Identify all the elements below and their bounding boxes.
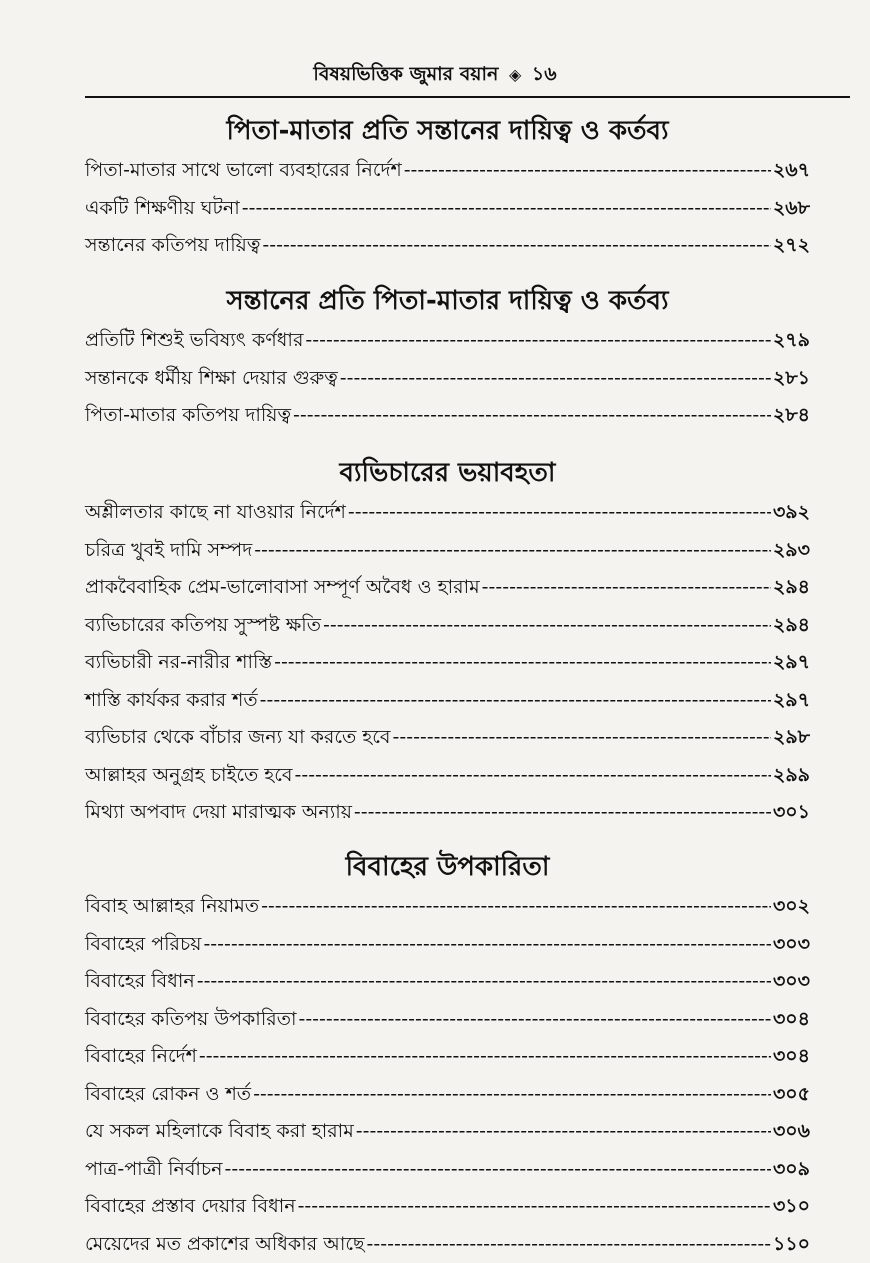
entry-page: ৩০৩ (773, 963, 810, 1001)
toc-entry (85, 1151, 810, 1189)
dot-leader (340, 360, 771, 398)
dot-leader (253, 1076, 771, 1114)
toc-entry (85, 682, 810, 720)
entry-page: ২৯৭ (773, 682, 810, 720)
dot-leader (348, 494, 771, 532)
toc-entry (85, 644, 810, 682)
entry-page: ২৮৪ (773, 397, 810, 435)
dot-leader (367, 1226, 771, 1263)
dot-leader (254, 532, 771, 570)
entry-title: ব্যভিচার থেকে বাঁচার জন্য যা করতে হবে (85, 719, 391, 757)
entry-title: বিবাহের বিধান (85, 963, 195, 1001)
toc-entry (85, 963, 810, 1001)
toc-entry (85, 494, 810, 532)
toc-section (85, 110, 810, 265)
toc-entry (85, 1226, 810, 1263)
toc-entry (85, 757, 810, 795)
toc-section (85, 280, 810, 435)
entry-title: বিবাহের পরিচয় (85, 926, 201, 964)
entry-title: পাত্র-পাত্রী নির্বাচন (85, 1151, 223, 1189)
entry-title: চরিত্র খুবই দামি সম্পদ (85, 532, 252, 570)
entry-title: অশ্লীলতার কাছে না যাওয়ার নির্দেশ (85, 494, 346, 532)
entry-page: ২৬৭ (773, 152, 810, 190)
dot-leader (260, 682, 771, 720)
entry-title: বিবাহের কতিপয় উপকারিতা (85, 1001, 296, 1039)
entry-title: সন্তানের কতিপয় দায়িত্ব (85, 227, 260, 265)
dot-leader (242, 190, 771, 228)
toc-entry (85, 1001, 810, 1039)
toc-entry (85, 152, 810, 190)
header-rule (85, 96, 850, 98)
entry-title: প্রাকবৈবাহিক প্রেম-ভালোবাসা সম্পূর্ণ অবৈধ ও হারাম (85, 569, 480, 607)
entry-title: ব্যভিচারের কতিপয় সুস্পষ্ট ক্ষতি (85, 607, 321, 645)
section-title: বিবাহের উপকারিতা (85, 846, 810, 888)
entry-title: শাস্তি কার্যকর করার শর্ত (85, 682, 258, 720)
toc-entry (85, 1113, 810, 1151)
entry-page: ২৯৩ (773, 532, 810, 570)
toc-entry (85, 888, 810, 926)
dot-leader (305, 322, 771, 360)
toc-entry (85, 926, 810, 964)
toc-entry (85, 1038, 810, 1076)
entry-title: সন্তানকে ধর্মীয় শিক্ষা দেয়ার গুরুত্ব (85, 360, 338, 398)
toc-entry (85, 1188, 810, 1226)
dot-leader (262, 227, 771, 265)
entry-page: ৩৯২ (773, 494, 810, 532)
entry-page: ২৯৯ (773, 757, 810, 795)
toc-section (85, 846, 810, 1263)
toc-entry (85, 607, 810, 645)
toc-entry (85, 794, 810, 832)
dot-leader (274, 644, 771, 682)
dot-leader (356, 1113, 771, 1151)
toc-entry (85, 1076, 810, 1114)
dot-leader (293, 397, 771, 435)
entry-page: ২৮১ (773, 360, 810, 398)
toc-entry (85, 360, 810, 398)
toc-section (85, 452, 810, 832)
header-page-number: ১৬ (532, 63, 557, 85)
dot-leader (482, 569, 771, 607)
dot-leader (225, 1151, 771, 1189)
entry-title: বিবাহের প্রস্তাব দেয়ার বিধান (85, 1188, 296, 1226)
dot-leader (197, 963, 771, 1001)
entry-title: আল্লাহর অনুগ্রহ চাইতে হবে (85, 757, 292, 795)
entry-page: ২৯৭ (773, 644, 810, 682)
toc-entry (85, 322, 810, 360)
entry-page: ২৭৯ (773, 322, 810, 360)
dot-leader (393, 719, 771, 757)
entry-page: ৩০১ (773, 794, 810, 832)
entry-page: ৩০৫ (773, 1076, 810, 1114)
section-title: ব্যভিচারের ভয়াবহতা (85, 452, 810, 494)
entry-title: বিবাহের রোকন ও শর্ত (85, 1076, 251, 1114)
entry-title: একটি শিক্ষণীয় ঘটনা (85, 190, 240, 228)
section-title: সন্তানের প্রতি পিতা-মাতার দায়িত্ব ও কর্তব্য (85, 280, 810, 322)
dot-leader (199, 1038, 771, 1076)
dot-leader (354, 794, 771, 832)
dot-leader (294, 757, 771, 795)
entry-title: যে সকল মহিলাকে বিবাহ করা হারাম (85, 1113, 354, 1151)
entry-page: ২৯৪ (773, 569, 810, 607)
entry-title: মিথ্যা অপবাদ দেয়া মারাত্মক অন্যায় (85, 794, 352, 832)
dot-leader (298, 1188, 771, 1226)
dot-leader (404, 152, 771, 190)
running-header (0, 60, 870, 92)
diamond-icon: ◈ (509, 65, 521, 84)
entry-page: ২৯৮ (773, 719, 810, 757)
toc-entry (85, 397, 810, 435)
entry-title: বিবাহের নির্দেশ (85, 1038, 197, 1076)
toc-entry (85, 719, 810, 757)
entry-page: ৩০২ (773, 888, 810, 926)
entry-page: ১১০ (773, 1226, 810, 1263)
entry-page: ৩০৬ (773, 1113, 810, 1151)
entry-page: ৩১০ (773, 1188, 810, 1226)
toc-entry (85, 227, 810, 265)
dot-leader (203, 926, 771, 964)
toc-entry (85, 569, 810, 607)
entry-page: ৩০৪ (773, 1038, 810, 1076)
entry-title: প্রতিটি শিশুই ভবিষ্যৎ কর্ণধার (85, 322, 303, 360)
dot-leader (323, 607, 771, 645)
entry-page: ২৯৪ (773, 607, 810, 645)
entry-page: ২৭২ (773, 227, 810, 265)
entry-title: বিবাহ আল্লাহর নিয়ামত (85, 888, 259, 926)
entry-title: পিতা-মাতার সাথে ভালো ব্যবহারের নির্দেশ (85, 152, 402, 190)
entry-page: ৩০৯ (773, 1151, 810, 1189)
entry-page: ৩০৩ (773, 926, 810, 964)
toc-entry (85, 532, 810, 570)
entry-title: ব্যভিচারী নর-নারীর শাস্তি (85, 644, 272, 682)
entry-page: ৩০৪ (773, 1001, 810, 1039)
entry-page: ২৬৮ (773, 190, 810, 228)
entry-title: মেয়েদের মত প্রকাশের অধিকার আছে (85, 1226, 365, 1263)
running-title: বিষয়ভিত্তিক জুমার বয়ান (313, 63, 498, 85)
toc-entry (85, 190, 810, 228)
dot-leader (261, 888, 771, 926)
dot-leader (298, 1001, 770, 1039)
entry-title: পিতা-মাতার কতিপয় দায়িত্ব (85, 397, 291, 435)
section-title: পিতা-মাতার প্রতি সন্তানের দায়িত্ব ও কর্তব্য (85, 110, 810, 152)
